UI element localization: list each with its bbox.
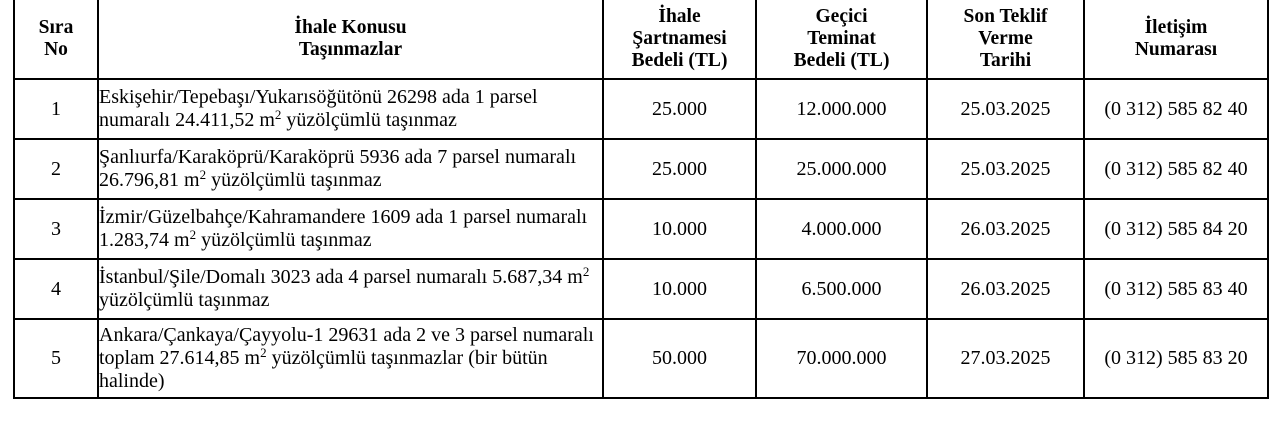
header-line: İhale [658,6,701,27]
desc-text: Ankara/Çankaya/Çayyolu-1 29631 ada 2 ve 3 parsel numaralı toplam 27.614,85 m [99,324,594,369]
table-row [14,259,1268,319]
cell-tarih: 25.03.2025 [927,139,1084,199]
cell-no: 2 [14,139,98,199]
desc-text: İzmir/Güzelbahçe/Kahramandere 1609 ada 1 parsel numaralı 1.283,74 m [99,206,588,251]
cell-description [98,139,603,199]
header-sartname-bedeli [603,0,756,79]
cell-no: 3 [14,199,98,259]
header-line: Bedeli (TL) [631,50,728,71]
cell-telefon: (0 312) 585 83 40 [1084,259,1268,319]
cell-teminat-bedeli: 4.000.000 [756,199,927,259]
superscript: 2 [582,264,590,279]
table-header [14,0,1268,79]
cell-teminat-bedeli: 25.000.000 [756,139,927,199]
header-ihale-konusu [98,0,603,79]
cell-teminat-bedeli: 70.000.000 [756,319,927,398]
header-line: Geçici [815,6,868,27]
superscript: 2 [274,107,282,122]
header-line: Son Teklif [963,6,1048,27]
cell-tarih: 26.03.2025 [927,199,1084,259]
header-line: İletişim [1144,17,1208,38]
cell-teminat-bedeli: 12.000.000 [756,79,927,139]
header-line: Taşınmazlar [298,39,403,60]
desc-text: yüzölçümlü taşınmaz [99,289,270,311]
header-sira-no [14,0,98,79]
tender-table [13,0,1269,399]
table-row [14,139,1268,199]
header-line: Verme [978,28,1033,49]
header-line: Bedeli (TL) [793,50,890,71]
table-row [14,79,1268,139]
desc-text: yüzölçümlü taşınmazlar (bir bütün halinde) [99,347,548,392]
desc-text: yüzölçümlü taşınmaz [196,229,372,251]
cell-sartname-bedeli: 10.000 [603,259,756,319]
desc-text: İstanbul/Şile/Domalı 3023 ada 4 parsel numaralı 5.687,34 m [99,266,583,288]
cell-sartname-bedeli: 25.000 [603,139,756,199]
desc-text: Şanlıurfa/Karaköprü/Karaköprü 5936 ada 7 parsel numaralı 26.796,81 m [99,146,577,191]
header-iletisim [1084,0,1268,79]
cell-description [98,259,603,319]
table-body [14,79,1268,398]
header-line: Tarihi [979,50,1032,71]
cell-sartname-bedeli: 25.000 [603,79,756,139]
cell-telefon: (0 312) 585 82 40 [1084,79,1268,139]
desc-text: yüzölçümlü taşınmaz [206,169,382,191]
cell-telefon: (0 312) 585 83 20 [1084,319,1268,398]
header-line: İhale Konusu [294,17,407,38]
cell-sartname-bedeli: 50.000 [603,319,756,398]
superscript: 2 [189,227,197,242]
header-teminat-bedeli [756,0,927,79]
cell-description [98,199,603,259]
table-row [14,199,1268,259]
header-line: Teminat [807,28,876,49]
cell-tarih: 27.03.2025 [927,319,1084,398]
header-row [14,0,1268,79]
table-row [14,319,1268,398]
desc-text: yüzölçümlü taşınmaz [281,109,457,131]
desc-text: Eskişehir/Tepebaşı/Yukarısöğütönü 26298 ada 1 parsel numaralı 24.411,52 m [99,86,538,131]
cell-teminat-bedeli: 6.500.000 [756,259,927,319]
cell-telefon: (0 312) 585 84 20 [1084,199,1268,259]
header-line: Şartnamesi [632,28,727,49]
superscript: 2 [199,167,207,182]
header-line: Sıra [38,17,74,38]
cell-tarih: 26.03.2025 [927,259,1084,319]
cell-description [98,319,603,398]
header-line: Numarası [1134,39,1218,60]
cell-description [98,79,603,139]
cell-no: 4 [14,259,98,319]
cell-tarih: 25.03.2025 [927,79,1084,139]
cell-telefon: (0 312) 585 82 40 [1084,139,1268,199]
cell-no: 5 [14,319,98,398]
superscript: 2 [260,345,267,360]
header-son-teklif-tarihi [927,0,1084,79]
header-line: No [44,39,68,60]
cell-sartname-bedeli: 10.000 [603,199,756,259]
cell-no: 1 [14,79,98,139]
